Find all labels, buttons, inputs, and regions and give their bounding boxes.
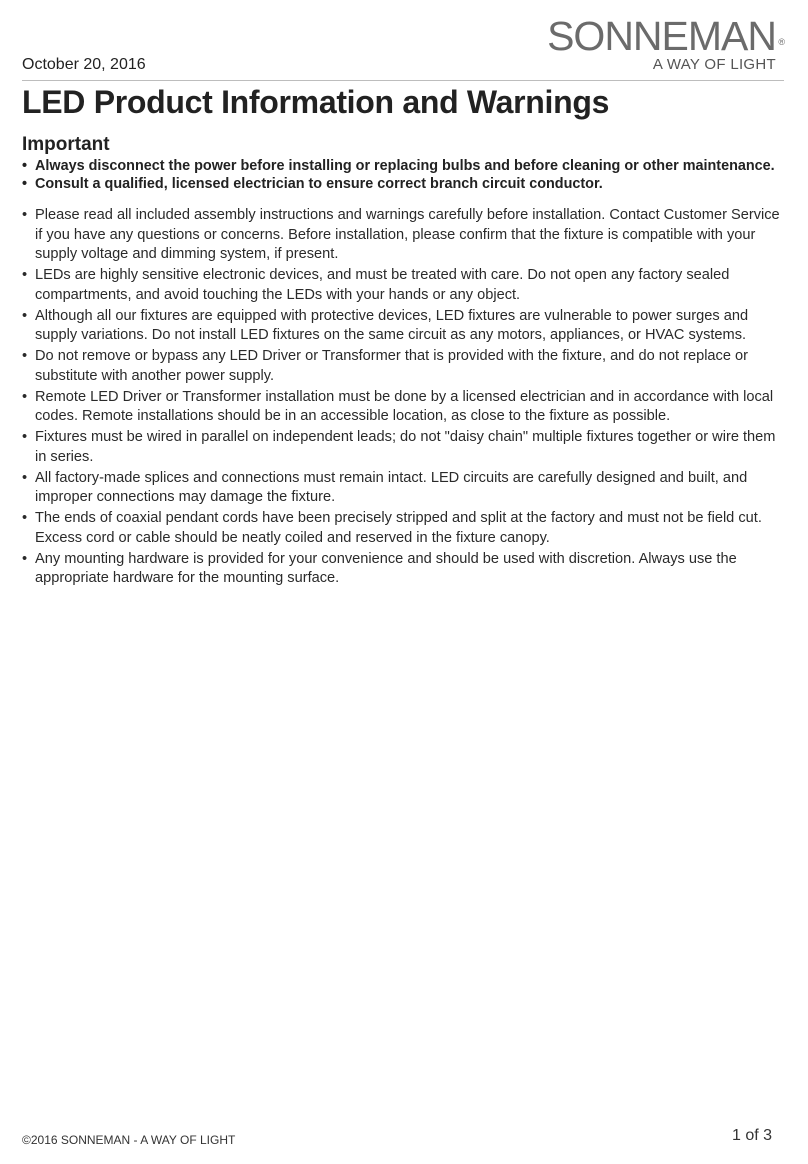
- bullet-glyph: •: [22, 348, 28, 364]
- brand-name: SONNEMAN ®: [547, 14, 784, 58]
- list-item: • Any mounting hardware is provided for your convenience and should be used with discretion. Always use the appropriate hardware for the mounting surface.: [22, 550, 737, 586]
- bullet-glyph: •: [22, 176, 28, 192]
- registered-mark: ®: [778, 37, 784, 47]
- list-item: • The ends of coaxial pendant cords have been precisely stripped and split at the factory and must not be field cut. Excess cord or cable should be neatly coiled and reserved in the fixture canopy.: [22, 510, 762, 546]
- bullet-glyph: •: [22, 469, 28, 486]
- list-item: • Do not remove or bypass any LED Driver or Transformer that is provided with the fixture, and do not replace or substitute with another power supply.: [22, 348, 748, 384]
- footer-copyright: ©2016 SONNEMAN - A WAY OF LIGHT: [22, 1133, 236, 1147]
- bullet-glyph: •: [22, 550, 28, 567]
- important-section: [22, 134, 790, 193]
- list-item: • Although all our fixtures are equipped with protective devices, LED fixtures are vulnerable to power surges and supply variations. Do not install LED fixtures on the same circuit as any motors, appliances, or HVAC systems.: [22, 307, 749, 343]
- document-date: October 20, 2016: [22, 56, 146, 73]
- bullet-glyph: •: [22, 510, 28, 526]
- bullet-glyph: •: [22, 267, 28, 283]
- brand-tagline: A WAY OF LIGHT: [652, 56, 776, 73]
- list-item: • Please read all included assembly instructions and warnings carefully before installation. Contact Customer Service if you have any questions or concerns. Before installation, please confirm that the fixture is compatible with your supply voltage and dimming system, if present.: [22, 207, 780, 262]
- page-number: 1 of 3: [731, 1127, 772, 1144]
- list-item: • Remote LED Driver or Transformer installation must be done by a licensed electrician and in accordance with local codes. Remote installations should be in an accessible location, as close to the fixture as possible.: [22, 388, 774, 424]
- important-item: • Always disconnect the power before installing or replacing bulbs and before cleaning or other maintenance.: [22, 158, 775, 174]
- bullet-glyph: •: [22, 388, 28, 405]
- list-item: • All factory-made splices and connections must remain intact. LED circuits are carefully designed and built, and improper connections may damage the fixture.: [22, 469, 748, 505]
- important-heading: Important: [22, 134, 110, 155]
- warnings-list: [22, 206, 782, 590]
- important-item: • Consult a qualified, licensed electrician to ensure correct branch circuit conductor.: [22, 176, 603, 192]
- brand-logo: [547, 14, 784, 73]
- bullet-glyph: •: [22, 207, 28, 223]
- bullet-glyph: •: [22, 307, 28, 324]
- page-title: LED Product Information and Warnings: [22, 84, 610, 120]
- list-item: • Fixtures must be wired in parallel on independent leads; do not "daisy chain" multiple fixtures together or wire them in series.: [22, 429, 776, 465]
- bullet-glyph: •: [22, 429, 28, 445]
- bullet-glyph: •: [22, 158, 28, 174]
- header-divider: [22, 80, 784, 81]
- list-item: • LEDs are highly sensitive electronic devices, and must be treated with care. Do not open any factory sealed compartments, and avoid touching the LEDs with your hands or any object.: [22, 267, 730, 303]
